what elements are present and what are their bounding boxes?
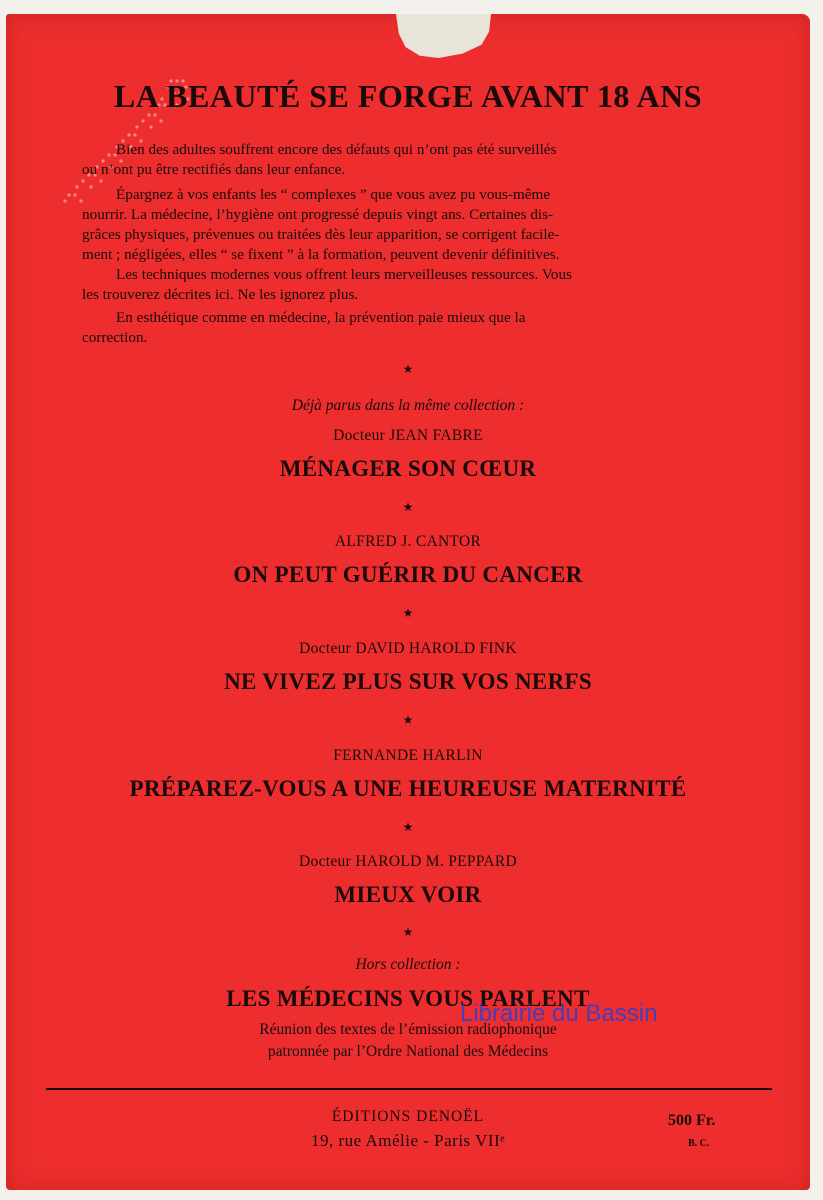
book-title: NE VIVEZ PLUS SUR VOS NERFS (224, 669, 592, 694)
book-title: PRÉPAREZ-VOUS A UNE HEUREUSE MATERNITÉ (129, 776, 687, 801)
book-title: MIEUX VOIR (334, 882, 482, 907)
book-back-cover (6, 14, 810, 1190)
hors-collection-intro: Hors collection : (355, 956, 461, 973)
star-separator: ★ (402, 362, 414, 376)
cover-heading: LA BEAUTÉ SE FORGE AVANT 18 ANS (113, 78, 703, 114)
star-separator: ★ (402, 713, 414, 727)
paragraph-line: les trouverez décrites ici. Ne les ignorez plus. (82, 286, 359, 303)
collection-intro: Déjà parus dans la même collection : (291, 397, 525, 414)
book-title: MÉNAGER SON CŒUR (279, 456, 537, 481)
book-author: ALFRED J. CANTOR (334, 533, 482, 550)
hors-collection-line: Réunion des textes de l’émission radiophonique (259, 1021, 557, 1038)
footer-rule (46, 1088, 772, 1090)
paragraph-line: Épargnez à vos enfants les “ complexes ” que vous avez pu vous-même (116, 186, 551, 203)
seller-watermark: Librairie du Bassin (460, 1000, 658, 1027)
star-separator: ★ (402, 925, 414, 939)
book-title: ON PEUT GUÉRIR DU CANCER (233, 562, 583, 587)
price-label: 500 Fr. (668, 1112, 716, 1129)
paragraph-line: ou n’ont pu être rectifiés dans leur enfance. (82, 161, 346, 178)
star-separator: ★ (402, 820, 414, 834)
book-author: FERNANDE HARLIN (333, 747, 483, 764)
star-separator: ★ (402, 606, 414, 620)
paragraph-line: correction. (82, 329, 148, 346)
paragraph-4 (82, 308, 737, 348)
publisher-address: 19, rue Amélie - Paris VIIᵉ (310, 1131, 506, 1150)
book-author: Docteur HAROLD M. PEPPARD (299, 853, 517, 870)
paragraph-line: Bien des adultes souffrent encore des défauts qui n’ont pas été surveillés (116, 141, 557, 158)
paragraph-line: nourrir. La médecine, l’hygiène ont progressé depuis vingt ans. Certaines dis- (82, 206, 554, 223)
paragraph-line: Les techniques modernes vous offrent leurs merveilleuses ressources. Vous (116, 266, 572, 283)
paragraph-2 (82, 185, 737, 265)
hors-collection-line: patronnée par l’Ordre National des Médecins (267, 1043, 549, 1060)
book-author: Docteur JEAN FABRE (333, 427, 483, 444)
star-separator: ★ (402, 500, 414, 514)
price-code: B. C. (688, 1138, 710, 1149)
publisher-name: ÉDITIONS DENOËL (331, 1108, 485, 1125)
hors-collection-title: LES MÉDECINS VOUS PARLENT (226, 986, 590, 1011)
paragraph-line: ment ; négligées, elles “ se fixent ” à la formation, peuvent devenir définitives. (82, 246, 560, 263)
book-author: Docteur DAVID HAROLD FINK (299, 640, 517, 657)
paragraph-line: grâces physiques, prévenues ou traitées dès leur apparition, se corrigent facile- (82, 226, 560, 243)
paragraph-3 (82, 265, 737, 305)
paragraph-1 (82, 140, 737, 180)
paragraph-line: En esthétique comme en médecine, la prévention paie mieux que la (116, 309, 526, 326)
